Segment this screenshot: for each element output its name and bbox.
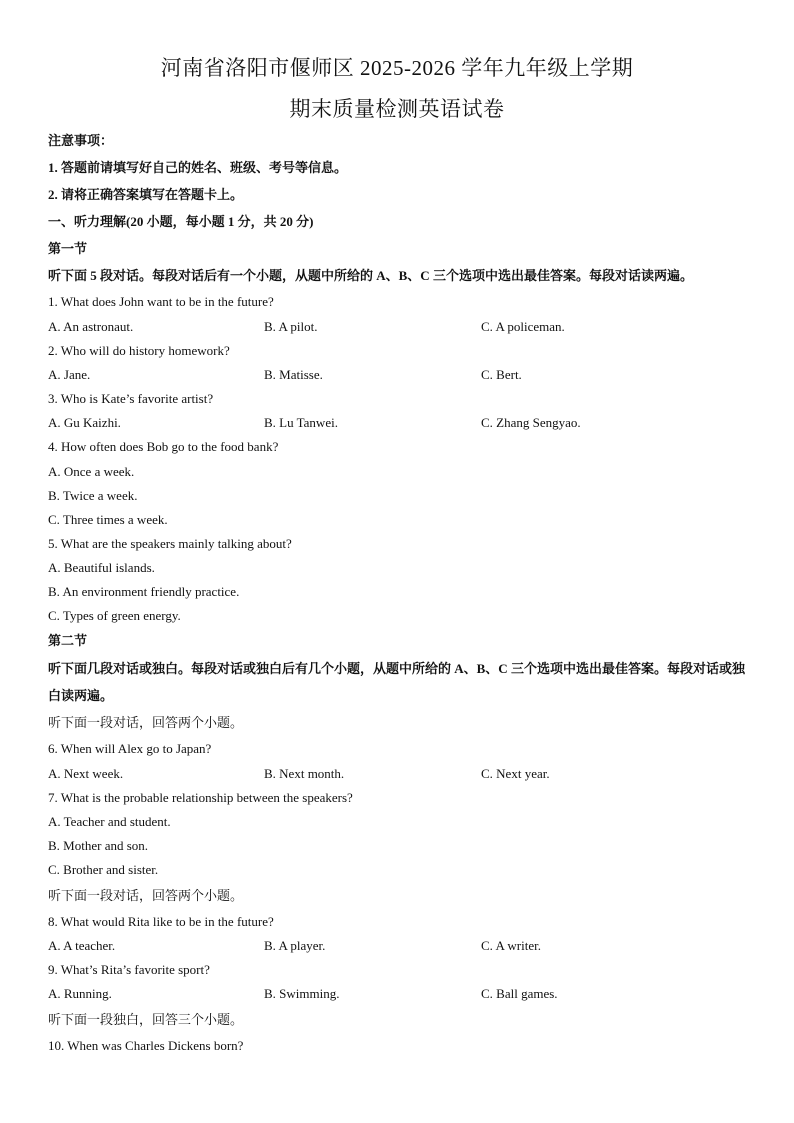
q8-option-b: B. A player. — [264, 938, 326, 953]
exam-title-line2: 期末质量检测英语试卷 — [289, 97, 505, 121]
q6-option-c: C. Next year. — [481, 766, 550, 781]
q1-option-c: C. A policeman. — [481, 319, 565, 334]
section2-heading: 第二节 — [48, 633, 88, 648]
notes-heading: 注意事项： — [48, 133, 114, 148]
q5-option-c: C. Types of green energy. — [48, 608, 181, 623]
question-7: 7. What is the probable relationship between the speakers? — [48, 790, 353, 805]
exam-title-line1: 河南省洛阳市偃师区 2025-2026 学年九年级上学期 — [160, 56, 634, 80]
q3-option-c: C. Zhang Sengyao. — [481, 415, 581, 430]
q8-option-c: C. A writer. — [481, 938, 541, 953]
q5-option-b: B. An environment friendly practice. — [48, 584, 240, 599]
q5-option-a: A. Beautiful islands. — [48, 560, 155, 575]
question-8: 8. What would Rita like to be in the future? — [48, 914, 274, 929]
q3-option-b: B. Lu Tanwei. — [264, 415, 338, 430]
q2-option-c: C. Bert. — [481, 367, 522, 382]
listen-instruction-three: 听下面一段独白，回答三个小题。 — [48, 1012, 244, 1027]
q4-option-b: B. Twice a week. — [48, 488, 138, 503]
q8-option-a: A. A teacher. — [48, 938, 116, 953]
q9-option-c: C. Ball games. — [481, 986, 558, 1001]
q1-option-b: B. A pilot. — [264, 319, 318, 334]
q1-option-a: A. An astronaut. — [48, 319, 134, 334]
q7-option-a: A. Teacher and student. — [48, 814, 171, 829]
question-1: 1. What does John want to be in the future? — [48, 294, 274, 309]
section2-instructions: 听下面几段对话或独白。每段对话或独白后有几个小题，从题中所给的 A、B、C 三个选项中选出最佳答案。每段对话或独白读两遍。 — [48, 661, 745, 703]
q2-option-b: B. Matisse. — [264, 367, 323, 382]
q9-option-b: B. Swimming. — [264, 986, 340, 1001]
question-3: 3. Who is Kate’s favorite artist? — [48, 391, 214, 406]
q2-option-a: A. Jane. — [48, 367, 91, 382]
question-2: 2. Who will do history homework? — [48, 343, 230, 358]
question-4: 4. How often does Bob go to the food bank? — [48, 439, 279, 454]
question-5: 5. What are the speakers mainly talking about? — [48, 536, 292, 551]
q4-option-a: A. Once a week. — [48, 464, 135, 479]
q9-option-a: A. Running. — [48, 986, 112, 1001]
listen-instruction-two-a: 听下面一段对话，回答两个小题。 — [48, 715, 244, 730]
notes-item-2: 2. 请将正确答案填写在答题卡上。 — [48, 187, 244, 202]
q6-option-a: A. Next week. — [48, 766, 124, 781]
q7-option-c: C. Brother and sister. — [48, 862, 159, 877]
q4-option-c: C. Three times a week. — [48, 512, 168, 527]
section1-heading: 第一节 — [48, 241, 88, 256]
section1-instructions: 听下面 5 段对话。每段对话后有一个小题，从题中所给的 A、B、C 三个选项中选出最佳答案。每段对话读两遍。 — [48, 268, 693, 283]
q3-option-a: A. Gu Kaizhi. — [48, 415, 121, 430]
notes-item-1: 1. 答题前请填写好自己的姓名、班级、考号等信息。 — [48, 160, 348, 175]
q6-option-b: B. Next month. — [264, 766, 345, 781]
question-10: 10. When was Charles Dickens born? — [48, 1038, 244, 1053]
question-9: 9. What’s Rita’s favorite sport? — [48, 962, 210, 977]
question-6: 6. When will Alex go to Japan? — [48, 741, 212, 756]
listen-instruction-two-b: 听下面一段对话，回答两个小题。 — [48, 888, 244, 903]
part1-heading: 一、听力理解(20 小题，每小题 1 分，共 20 分) — [48, 214, 314, 229]
q7-option-b: B. Mother and son. — [48, 838, 149, 853]
